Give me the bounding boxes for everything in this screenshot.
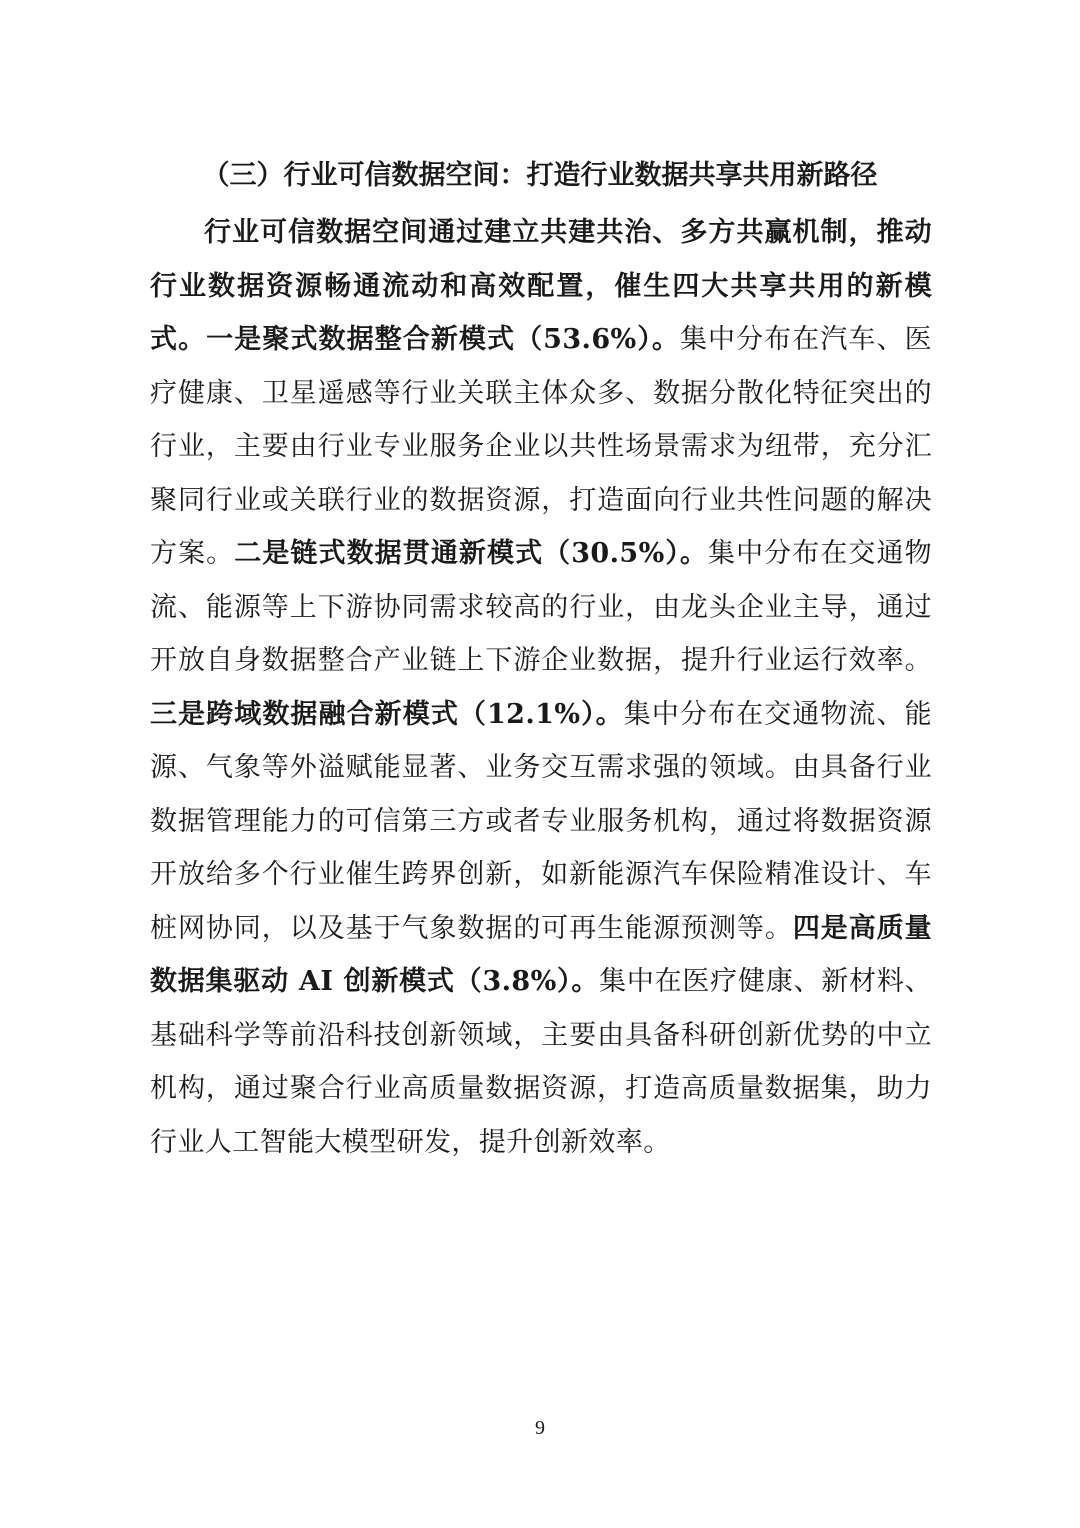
body-paragraph [150,206,932,1169]
section-heading: （三）行业可信数据空间：打造行业数据共享共用新路径 [202,160,878,191]
mode1-description: 集中分布在汽车、医疗健康、卫星遥感等行业关联主体众多、数据分散化特征突出的行业，主要由行业专业服务企业以共性场景需求为纽带，充分汇聚同行业或关联行业的数据资源，打造面向行业共性问题的解决方案。 [150,324,932,569]
mode3-description: 集中分布在交通物流、能源、气象等外溢赋能显著、业务交互需求强的领域。由具备行业数据管理能力的可信第三方或者专业服务机构，通过将数据资源开放给多个行业催生跨界创新，如新能源汽车保险精准设计、车桩网协同，以及基于气象数据的可再生能源预测等。 [150,698,932,944]
mode2-description: 集中分布在交通物流、能源等上下游协同需求较高的行业，由龙头企业主导，通过开放自身数据整合产业链上下游企业数据，提升行业运行效率。 [150,538,932,676]
page-number: 9 [535,1417,545,1439]
mode2-title: 二是链式数据贯通新模式（30.5%）。 [234,538,709,569]
mode4-description: 集中在医疗健康、新材料、基础科学等前沿科技创新领域，主要由具备科研创新优势的中立机构，通过聚合行业高质量数据资源，打造高质量数据集，助力行业人工智能大模型研发，提升创新效率。 [150,966,932,1158]
mode3-title: 三是跨域数据融合新模式（12.1%）。 [150,698,624,730]
mode1-title: 一是聚式数据整合新模式（53.6%）。 [206,324,680,355]
mode4-title: 四是高质量数据集驱动 AI 创新模式（3.8%）。 [150,912,933,997]
intro-sentence: 行业可信数据空间通过建立共建共治、多方共赢机制，推动行业数据资源畅通流动和高效配置，催生四大共享共用的新模式。 [150,217,932,355]
